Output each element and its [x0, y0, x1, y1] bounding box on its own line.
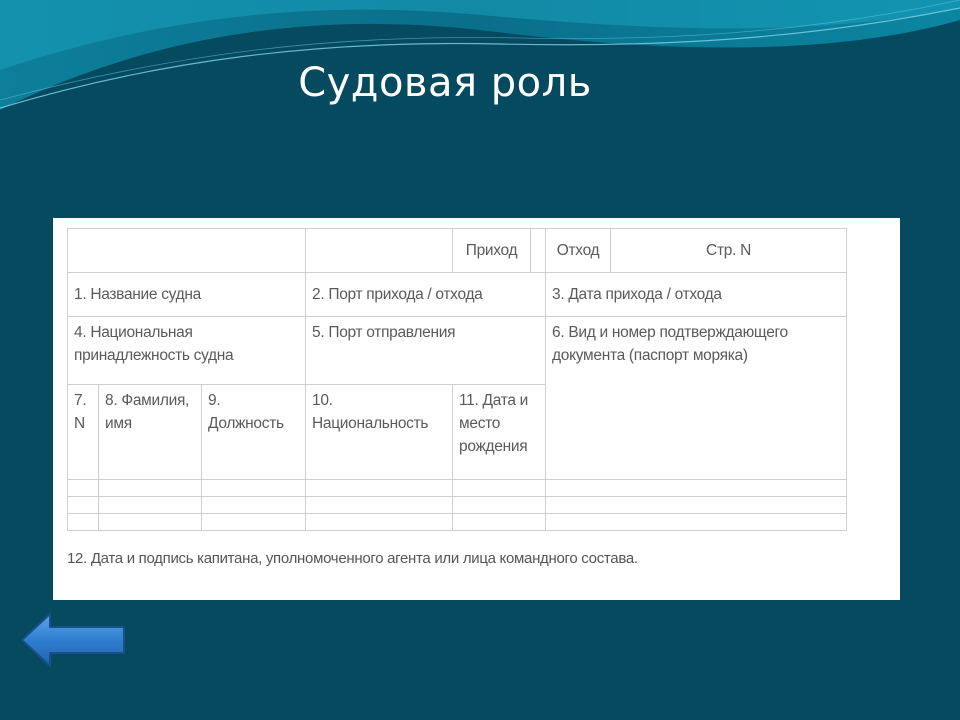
table-row [68, 480, 847, 497]
port-field: 2. Порт прихода / отхода [306, 273, 546, 317]
crew-list-table [67, 228, 847, 531]
back-arrow-icon[interactable] [20, 612, 128, 668]
crew-list-form [53, 218, 900, 600]
ship-name-field: 1. Название судна [68, 273, 306, 317]
column-rank: 9. Должность [202, 385, 306, 480]
checkbox-cell [531, 229, 546, 273]
slide-title: Судовая роль [298, 60, 592, 106]
column-nationality: 10. Национальность [306, 385, 453, 480]
table-row [68, 514, 847, 531]
page-number-cell: Стр. N [611, 229, 847, 273]
arrival-cell: Приход [453, 229, 531, 273]
departure-cell: Отход [546, 229, 611, 273]
nationality-of-ship-field: 4. Национальная принадлежность судна [68, 317, 306, 385]
table-row [68, 497, 847, 514]
header-blank-cell [306, 229, 453, 273]
captain-signature-note: 12. Дата и подпись капитана, уполномоченного агента или лица командного состава. [67, 550, 638, 567]
column-number: 7. N [68, 385, 99, 480]
header-blank-cell [68, 229, 306, 273]
column-name: 8. Фамилия, имя [99, 385, 202, 480]
departure-port-field: 5. Порт отправления [306, 317, 546, 385]
date-field: 3. Дата прихода / отхода [546, 273, 847, 317]
identity-document-field: 6. Вид и номер подтверждающего документа (паспорт моряка) [546, 317, 847, 480]
column-birth: 11. Дата и место рождения [453, 385, 546, 480]
